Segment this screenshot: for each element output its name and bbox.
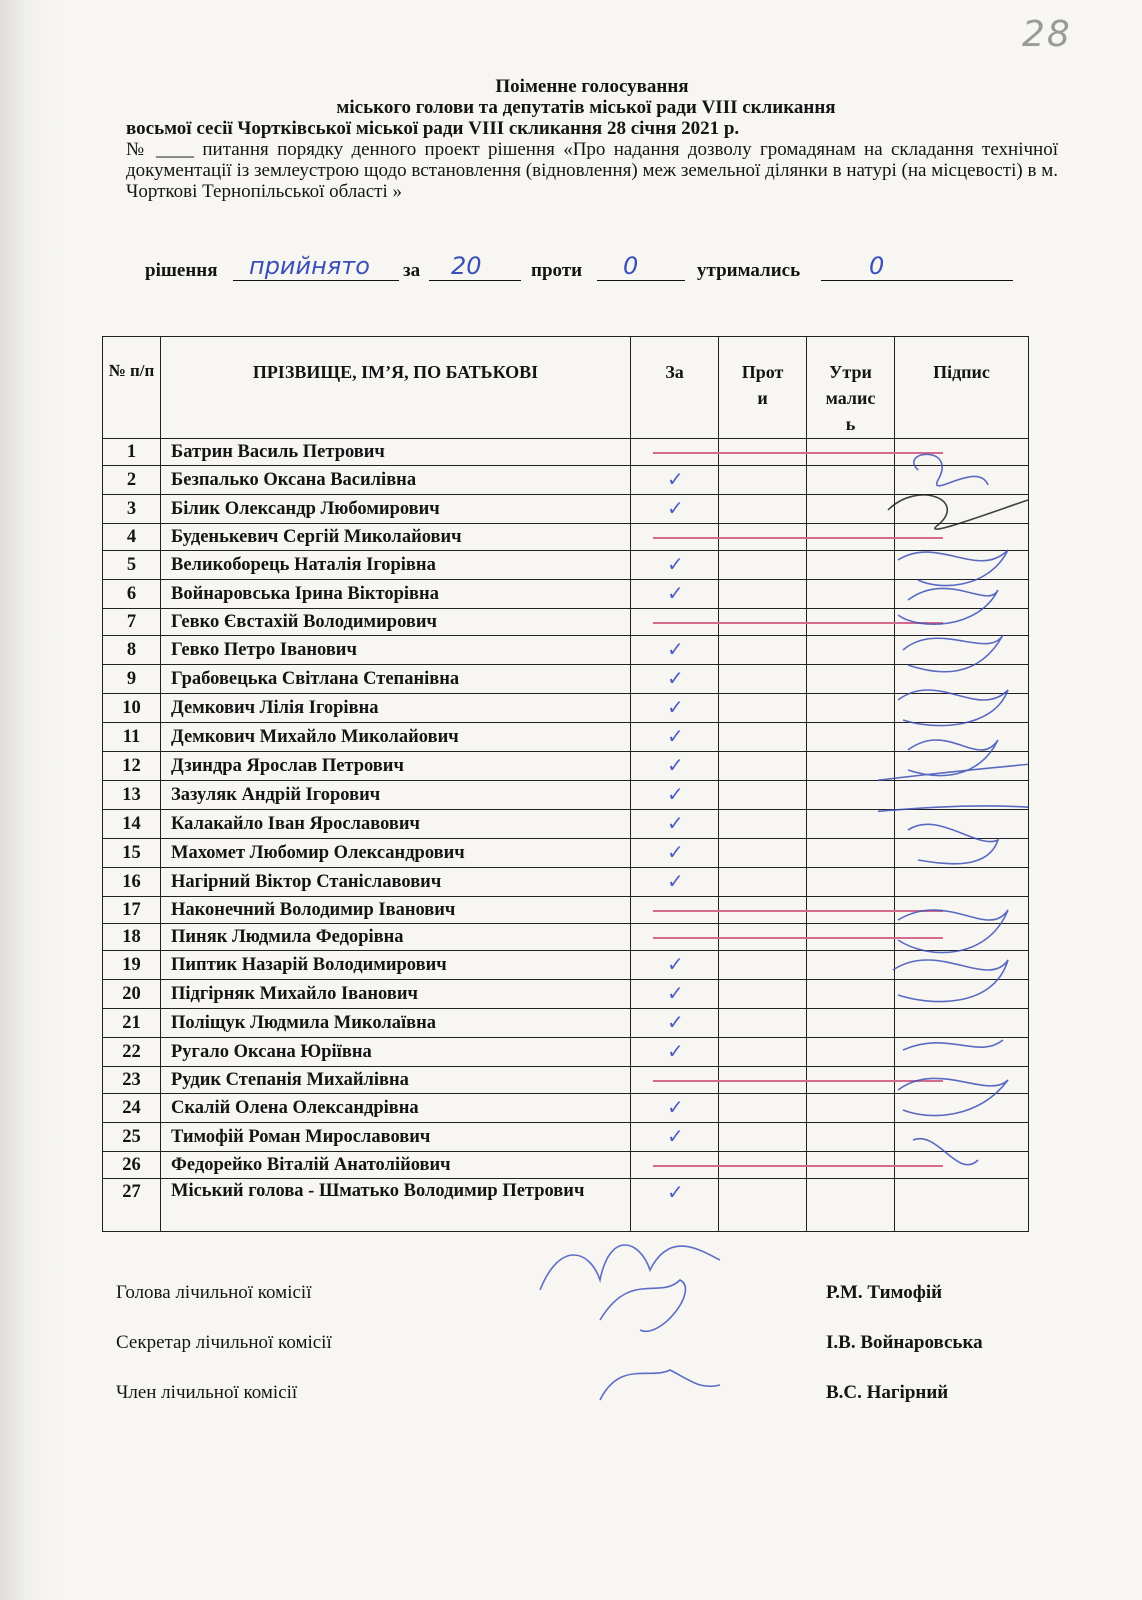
vote-check-icon: ✓: [667, 1124, 684, 1148]
commission-person: Р.М. Тимофій: [826, 1282, 943, 1303]
table-header-row: [103, 337, 1029, 439]
row-for-cell: [631, 781, 719, 810]
abstained-label: утримались: [697, 260, 801, 281]
table-row: [103, 1179, 1029, 1232]
row-name: Рудик Степанія Михайлівна: [161, 1067, 631, 1094]
row-for-cell: [631, 924, 719, 951]
vote-check-icon: ✓: [667, 811, 684, 835]
vote-check-icon: ✓: [667, 552, 684, 576]
header-session: восьмої сесії Чортківської міської ради VIII скликання 28 січня 2021 р.: [126, 118, 740, 139]
row-for-cell: [631, 1152, 719, 1179]
row-name: Буденькевич Сергій Миколайович: [161, 524, 631, 551]
row-for-cell: [631, 810, 719, 839]
row-against-cell: [719, 839, 807, 868]
abstained-value: 0: [869, 252, 885, 280]
row-number: 24: [103, 1094, 161, 1123]
header-subtitle: міського голови та депутатів міської ради VIII скликання: [336, 97, 836, 118]
row-number: 17: [103, 897, 161, 924]
row-name: Міський голова - Шматько Володимир Петрович: [161, 1179, 631, 1232]
row-name: Підгірняк Михайло Іванович: [161, 980, 631, 1009]
row-number: 13: [103, 781, 161, 810]
row-for-cell: [631, 1094, 719, 1123]
vote-check-icon: ✓: [667, 496, 684, 520]
row-against-cell: [719, 1123, 807, 1152]
row-name: Калакайло Іван Ярославович: [161, 810, 631, 839]
row-number: 14: [103, 810, 161, 839]
row-for-cell: [631, 580, 719, 609]
vote-check-icon: ✓: [667, 581, 684, 605]
row-for-cell: [631, 1179, 719, 1232]
vote-check-icon: ✓: [667, 952, 684, 976]
row-for-cell: [631, 636, 719, 665]
row-name: Безпалько Оксана Василівна: [161, 466, 631, 495]
vote-check-icon: ✓: [667, 724, 684, 748]
row-number: 23: [103, 1067, 161, 1094]
row-name: Демкович Михайло Миколайович: [161, 723, 631, 752]
row-name: Гевко Петро Іванович: [161, 636, 631, 665]
against-label: проти: [531, 260, 583, 281]
header-against: Прот и: [719, 337, 807, 439]
vote-check-icon: ✓: [667, 1010, 684, 1034]
row-name: Білик Олександр Любомирович: [161, 495, 631, 524]
row-against-cell: [719, 636, 807, 665]
vote-check-icon: ✓: [667, 1039, 684, 1063]
commission-row-chair: [116, 1282, 1036, 1308]
row-name: Федорейко Віталій Анатолійович: [161, 1152, 631, 1179]
row-number: 21: [103, 1009, 161, 1038]
row-number: 26: [103, 1152, 161, 1179]
row-for-cell: [631, 980, 719, 1009]
abstained-blank: [821, 280, 1013, 281]
row-against-cell: [719, 495, 807, 524]
row-number: 7: [103, 609, 161, 636]
against-value: 0: [623, 252, 639, 280]
row-against-cell: [719, 980, 807, 1009]
row-for-cell: [631, 524, 719, 551]
row-for-cell: [631, 897, 719, 924]
row-abstained-cell: [807, 1179, 895, 1232]
header-number: № п/п: [103, 337, 161, 439]
commission-person: В.С. Нагірний: [826, 1382, 949, 1403]
against-blank: [597, 280, 685, 281]
row-for-cell: [631, 665, 719, 694]
row-number: 6: [103, 580, 161, 609]
row-name: Батрин Василь Петрович: [161, 439, 631, 466]
header-title: Поіменне голосування: [495, 76, 689, 97]
agenda-item-number: № ____: [126, 139, 195, 160]
row-for-cell: [631, 439, 719, 466]
document-header: [126, 76, 1058, 202]
row-name: Тимофій Роман Мирославович: [161, 1123, 631, 1152]
row-number: 15: [103, 839, 161, 868]
row-number: 12: [103, 752, 161, 781]
commission-role: Голова лічильної комісії: [116, 1282, 312, 1303]
agenda-item-text: питання порядку денного проект рішення «Про надання дозволу громадянам на складання технічної документації із землеустрою щодо встановлення (відновлення) меж земельної ділянки в натурі (на місцевості) в м. Чорткові Тернопільської області »: [126, 139, 1058, 202]
vote-check-icon: ✓: [667, 1180, 684, 1204]
decision-value: прийнято: [249, 252, 370, 280]
row-name: Гевко Євстахій Володимирович: [161, 609, 631, 636]
row-for-cell: [631, 694, 719, 723]
row-against-cell: [719, 868, 807, 897]
row-for-cell: [631, 839, 719, 868]
row-against-cell: [719, 1009, 807, 1038]
row-against-cell: [719, 1179, 807, 1232]
commission-row-secretary: [116, 1332, 1036, 1358]
vote-check-icon: ✓: [667, 869, 684, 893]
header-for: За: [631, 337, 719, 439]
vote-check-icon: ✓: [667, 467, 684, 491]
commission-row-member: [116, 1382, 1036, 1408]
row-for-cell: [631, 551, 719, 580]
row-number: 2: [103, 466, 161, 495]
row-number: 27: [103, 1179, 161, 1232]
commission-role: Член лічильної комісії: [116, 1382, 298, 1403]
vote-check-icon: ✓: [667, 1095, 684, 1119]
commission-role: Секретар лічильної комісії: [116, 1332, 332, 1353]
vote-check-icon: ✓: [667, 637, 684, 661]
row-name: Зазуляк Андрій Ігорович: [161, 781, 631, 810]
row-against-cell: [719, 694, 807, 723]
row-name: Войнаровська Ірина Вікторівна: [161, 580, 631, 609]
row-name: Пиптик Назарій Володимирович: [161, 951, 631, 980]
decision-blank: [233, 280, 399, 281]
row-against-cell: [719, 1038, 807, 1067]
row-name: Ругало Оксана Юріївна: [161, 1038, 631, 1067]
row-against-cell: [719, 781, 807, 810]
for-label: за: [403, 260, 421, 281]
header-signature: Підпис: [895, 337, 1029, 439]
row-name: Грабовецька Світлана Степанівна: [161, 665, 631, 694]
row-against-cell: [719, 723, 807, 752]
row-for-cell: [631, 1009, 719, 1038]
row-number: 19: [103, 951, 161, 980]
row-against-cell: [719, 665, 807, 694]
row-number: 22: [103, 1038, 161, 1067]
row-number: 9: [103, 665, 161, 694]
row-name: Нагірний Віктор Станіславович: [161, 868, 631, 897]
row-against-cell: [719, 810, 807, 839]
row-signature-cell: [895, 1179, 1029, 1232]
row-name: Демкович Лілія Ігорівна: [161, 694, 631, 723]
row-number: 3: [103, 495, 161, 524]
row-for-cell: [631, 752, 719, 781]
vote-check-icon: ✓: [667, 840, 684, 864]
row-name: Дзиндра Ярослав Петрович: [161, 752, 631, 781]
row-for-cell: [631, 1038, 719, 1067]
vote-check-icon: ✓: [667, 666, 684, 690]
row-number: 1: [103, 439, 161, 466]
row-number: 25: [103, 1123, 161, 1152]
agenda-item-paragraph: [126, 139, 1058, 202]
row-for-cell: [631, 723, 719, 752]
row-name: Наконечний Володимир Іванович: [161, 897, 631, 924]
for-blank: [429, 280, 521, 281]
vote-check-icon: ✓: [667, 695, 684, 719]
header-abstained: Утри малис ь: [807, 337, 895, 439]
row-against-cell: [719, 466, 807, 495]
row-for-cell: [631, 1123, 719, 1152]
row-against-cell: [719, 551, 807, 580]
row-number: 11: [103, 723, 161, 752]
row-against-cell: [719, 1094, 807, 1123]
row-number: 10: [103, 694, 161, 723]
row-number: 20: [103, 980, 161, 1009]
row-for-cell: [631, 495, 719, 524]
row-number: 18: [103, 924, 161, 951]
row-against-cell: [719, 580, 807, 609]
row-against-cell: [719, 752, 807, 781]
handwritten-page-number: 28: [1022, 14, 1072, 55]
row-number: 5: [103, 551, 161, 580]
row-for-cell: [631, 951, 719, 980]
row-for-cell: [631, 466, 719, 495]
row-for-cell: [631, 609, 719, 636]
row-name: Поліщук Людмила Миколаївна: [161, 1009, 631, 1038]
header-name: ПРІЗВИЩЕ, ІМ’Я, ПО БАТЬКОВІ: [161, 337, 631, 439]
row-number: 4: [103, 524, 161, 551]
scan-edge-shadow: [0, 0, 60, 1600]
row-name: Великоборець Наталія Ігорівна: [161, 551, 631, 580]
row-name: Пиняк Людмила Федорівна: [161, 924, 631, 951]
row-number: 16: [103, 868, 161, 897]
row-for-cell: [631, 868, 719, 897]
row-name: Махомет Любомир Олександрович: [161, 839, 631, 868]
vote-check-icon: ✓: [667, 981, 684, 1005]
signature-scribbles: [878, 440, 1028, 1180]
decision-summary: [145, 252, 1045, 288]
row-for-cell: [631, 1067, 719, 1094]
vote-check-icon: ✓: [667, 753, 684, 777]
row-against-cell: [719, 951, 807, 980]
row-number: 8: [103, 636, 161, 665]
commission-person: І.В. Войнаровська: [826, 1332, 983, 1353]
for-value: 20: [451, 252, 482, 280]
vote-check-icon: ✓: [667, 782, 684, 806]
decision-label: рішення: [145, 260, 218, 281]
row-name: Скалій Олена Олександрівна: [161, 1094, 631, 1123]
